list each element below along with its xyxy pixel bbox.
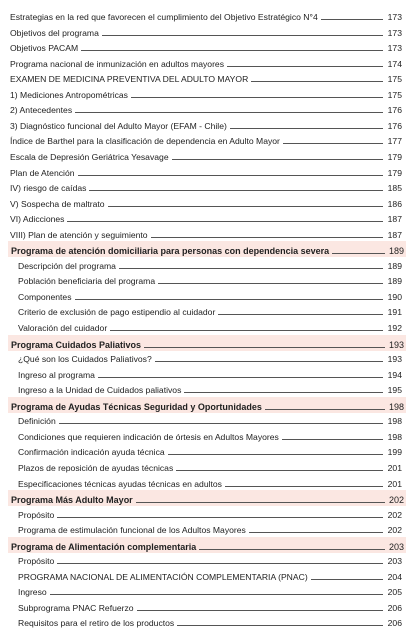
toc-page-number: 198 [387,431,402,442]
toc-page-number: 194 [387,369,402,380]
dot-leader [75,112,383,113]
toc-entry-title: Programa de Ayudas Técnicas Seguridad y Oportunidades [11,401,262,412]
dot-leader [283,143,383,144]
dot-leader [230,128,383,129]
toc-entry-title: IV) riesgo de caídas [10,183,87,194]
toc-entry-title: Requisitos para el retiro de los productos [18,618,175,629]
dot-leader [321,19,383,20]
dot-leader [59,423,383,424]
toc-entry-title: Ingreso [18,587,47,598]
dot-leader [119,268,383,269]
toc-page-number: 173 [387,43,402,54]
toc-entry[interactable] [10,614,404,629]
toc-entry[interactable] [10,226,404,241]
dot-leader [332,253,385,254]
toc-entry[interactable] [10,86,404,101]
toc-page-number: 201 [387,462,402,473]
dot-leader [57,517,383,518]
toc-entry[interactable] [10,179,404,194]
dot-leader [227,66,383,67]
dot-leader [57,563,383,564]
toc-entry-title: PROGRAMA NACIONAL DE ALIMENTACIÓN COMPLEMENTARIA (PNAC) [18,571,308,582]
toc-entry[interactable] [10,257,404,272]
dot-leader [131,97,383,98]
toc-entry[interactable] [10,39,404,54]
toc-page-number: 189 [387,276,402,287]
toc-entry-title: Propósito [18,556,55,567]
toc-page-number: 173 [387,12,402,22]
toc-page-number: 201 [387,478,402,489]
dot-leader [251,81,383,82]
toc-entry-title: Objetivos PACAM [10,43,79,54]
dot-leader [98,377,383,378]
toc-page-number: 175 [387,89,402,100]
toc-entry-title: ¿Qué son los Cuidados Paliativos? [18,354,152,365]
toc-entry-title: Componentes [18,291,72,302]
toc-page-number: 206 [387,602,402,613]
dot-leader [89,190,383,191]
dot-leader [311,579,383,580]
dot-leader [108,206,383,207]
toc-entry[interactable] [10,55,404,70]
toc-entry[interactable] [10,350,404,365]
toc-entry[interactable] [10,164,404,179]
toc-entry[interactable] [10,521,404,536]
toc-entry[interactable] [10,319,404,334]
toc-entry[interactable] [10,443,404,458]
dot-leader [265,409,385,410]
toc-entry-title: V) Sospecha de maltrato [10,198,105,209]
toc-entry[interactable] [10,210,404,225]
toc-entry[interactable] [10,599,404,614]
toc-entry[interactable] [10,552,404,567]
toc-entry[interactable] [10,366,404,381]
toc-page-number: 174 [387,58,402,69]
toc-entry[interactable] [10,568,404,583]
toc-section-heading[interactable] [8,335,406,351]
toc-page-number: 190 [387,291,402,302]
toc-page-number: 205 [387,587,402,598]
toc-page-number: 202 [387,509,402,520]
toc-page-number: 187 [387,214,402,225]
toc-section-heading[interactable] [8,490,406,506]
toc-page-number: 176 [387,120,402,131]
toc-page-number: 189 [387,260,402,271]
toc-entry[interactable] [10,195,404,210]
toc-entry[interactable] [10,148,404,163]
toc-page-number: 193 [387,354,402,365]
toc-page-number: 198 [387,416,402,427]
toc-entry[interactable] [10,132,404,147]
toc-page-number: 177 [387,136,402,147]
dot-leader [137,610,383,611]
dot-leader [78,175,383,176]
toc-page-number: 199 [387,447,402,458]
toc-entry-title: Población beneficiaria del programa [18,276,156,287]
toc-entry[interactable] [10,459,404,474]
toc-page-number: 175 [387,74,402,85]
toc-entry-title: Estrategias en la red que favorecen el cumplimiento del Objetivo Estratégico N°4 [10,12,318,22]
toc-entry-title: VIII) Plan de atención y seguimiento [10,229,148,240]
toc-page-number: 195 [387,385,402,396]
toc-entry-title: 2) Antecedentes [10,105,73,116]
toc-entry-title: Plan de Atención [10,167,75,178]
toc-entry[interactable] [10,475,404,490]
dot-leader [81,50,383,51]
dot-leader [176,470,383,471]
toc-entry-title: Valoración del cuidador [18,323,108,333]
toc-entry-title: 3) Diagnóstico funcional del Adulto Mayor (EFAM - Chile) [10,120,227,131]
toc-entry[interactable] [10,101,404,116]
toc-entry-title: Definición [18,416,56,427]
toc-entry-title: Ingreso al programa [18,369,95,380]
toc-entry-title: Propósito [18,509,55,520]
toc-page-number: 198 [388,401,404,412]
toc-entry-title: Subprograma PNAC Refuerzo [18,602,134,613]
toc-page-number: 203 [388,541,404,552]
toc-page-number: 192 [387,323,402,333]
toc-page-number: 202 [388,495,404,506]
toc-entry-title: Programa Más Adulto Mayor [11,495,133,506]
toc-entry-title: Plazos de reposición de ayudas técnicas [18,462,174,473]
toc-page-number: 206 [387,618,402,629]
toc-page-number: 179 [387,167,402,178]
toc-page-number: 193 [388,339,404,350]
toc-page-number: 189 [388,246,404,257]
toc-entry[interactable] [10,303,404,318]
toc-entry[interactable] [10,381,404,396]
toc-entry[interactable] [10,24,404,39]
toc-entry[interactable] [10,288,404,303]
dot-leader [50,594,383,595]
toc-entry[interactable] [10,70,404,85]
dot-leader [158,283,383,284]
toc-page-number: 202 [387,525,402,536]
toc-entry-title: Criterio de exclusión de pago estipendio al cuidador [18,307,216,318]
toc-entry-title: Programa de Alimentación complementaria [11,541,197,552]
dot-leader [177,625,383,626]
toc-section-heading[interactable] [8,537,406,553]
toc-entry[interactable] [10,412,404,427]
toc-page-number: 204 [387,571,402,582]
dot-leader [199,549,385,550]
dot-leader [184,392,383,393]
dot-leader [136,502,385,503]
toc-entry-title: Objetivos del programa [10,27,99,38]
toc-entry-title: Programa de atención domiciliaria para personas con dependencia severa [11,246,330,257]
toc-entry-title: 1) Mediciones Antropométricas [10,89,128,100]
toc-page-number: 203 [387,556,402,567]
toc-page-number: 186 [387,198,402,209]
dot-leader [67,221,383,222]
dot-leader [282,439,383,440]
toc-entry-title: Escala de Depresión Geriátrica Yesavage [10,151,169,162]
toc-entry-title: Descripción del programa [18,260,116,271]
toc-entry[interactable] [10,8,404,23]
dot-leader [102,35,383,36]
toc-section-heading[interactable] [8,241,406,257]
dot-leader [218,314,383,315]
dot-leader [155,361,383,362]
dot-leader [172,159,383,160]
toc-entry-title: Ingreso a la Unidad de Cuidados paliativos [18,385,182,396]
toc-entry-title: Confirmación indicación ayuda técnica [18,447,165,458]
dot-leader [144,347,385,348]
toc-page-number: 173 [387,27,402,38]
dot-leader [75,299,383,300]
dot-leader [168,454,383,455]
toc-page-number: 187 [387,229,402,240]
toc-page-number: 176 [387,105,402,116]
toc-entry-title: Programa de estimulación funcional de los Adultos Mayores [18,525,246,536]
toc-page-number: 179 [387,151,402,162]
toc-entry-title: Especificaciones técnicas ayudas técnicas en adultos [18,478,222,489]
toc-entry[interactable] [10,428,404,443]
dot-leader [225,486,383,487]
toc-entry[interactable] [10,117,404,132]
toc-entry[interactable] [10,506,404,521]
toc-section-heading[interactable] [8,397,406,413]
dot-leader [110,330,383,331]
toc-entry-title: Programa Cuidados Paliativos [11,339,142,350]
toc-page-number: 191 [387,307,402,318]
dot-leader [249,532,383,533]
toc-entry-title: EXAMEN DE MEDICINA PREVENTIVA DEL ADULTO MAYOR [10,74,249,85]
toc-entry-title: Índice de Barthel para la clasificación de dependencia en Adulto Mayor [10,136,280,147]
toc-entry-title: Condiciones que requieren indicación de órtesis en Adultos Mayores [18,431,279,442]
toc-page-number: 185 [387,183,402,194]
toc-entry-title: VI) Adicciones [10,214,65,225]
dot-leader [151,237,383,238]
toc-entry-title: Programa nacional de inmunización en adultos mayores [10,58,225,69]
toc-entry[interactable] [10,272,404,287]
toc-entry[interactable] [10,583,404,598]
